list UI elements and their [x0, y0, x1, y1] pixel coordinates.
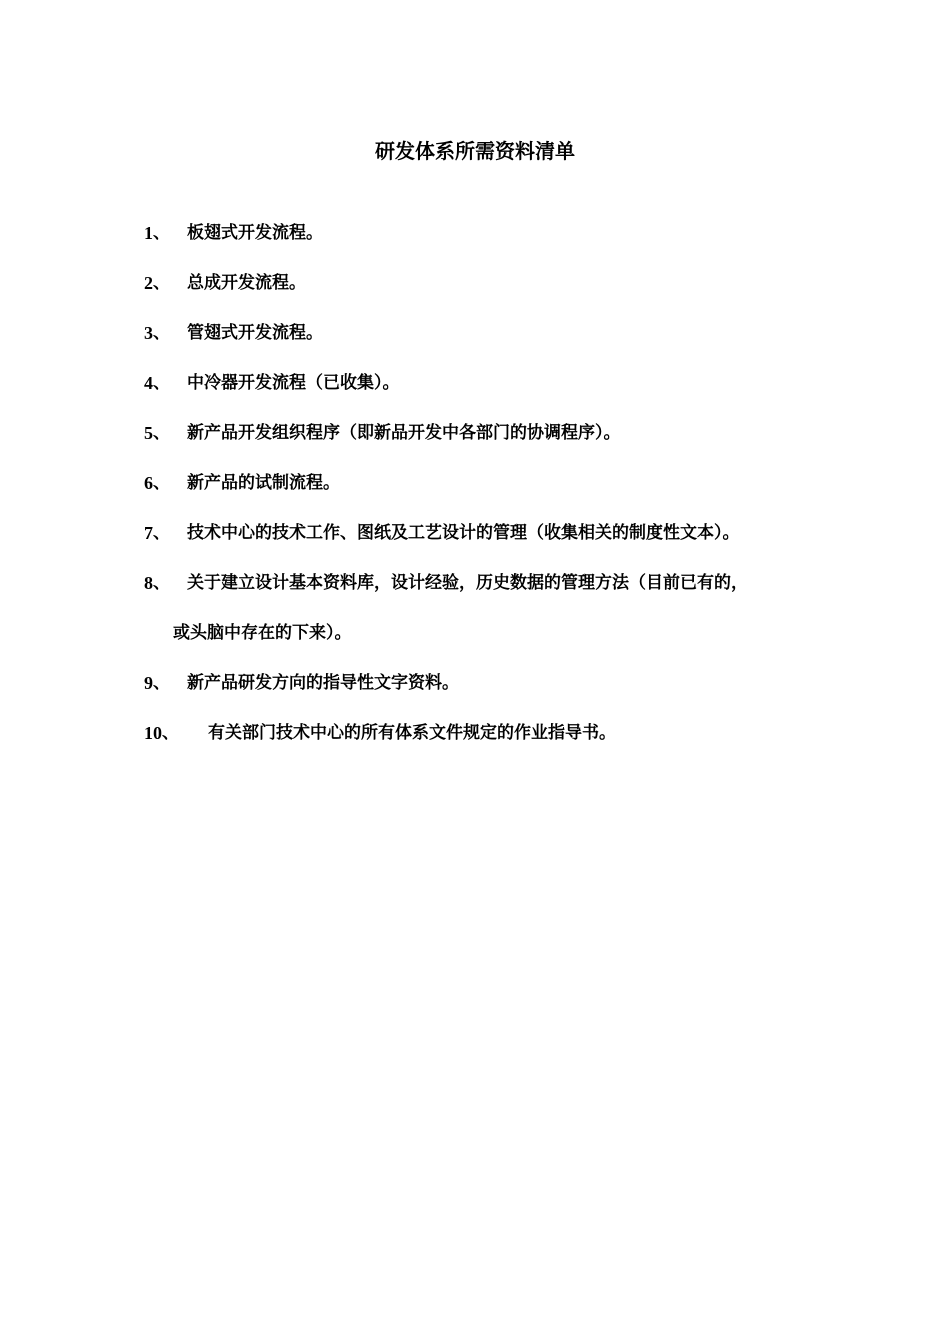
- requirements-list: [144, 208, 844, 758]
- list-item: [144, 258, 844, 308]
- item-separator: 、: [153, 223, 170, 243]
- item-text: 中冷器开发流程（已收集）。: [187, 373, 400, 393]
- item-text: 新产品研发方向的指导性文字资料。: [187, 673, 459, 693]
- item-separator: 、: [153, 273, 170, 293]
- item-text: 板翅式开发流程。: [187, 223, 323, 243]
- item-number: 4: [144, 373, 153, 393]
- item-separator: 、: [153, 523, 170, 543]
- item-text: 管翅式开发流程。: [187, 323, 323, 343]
- item-text: 关于建立设计基本资料库，设计经验，历史数据的管理方法（目前已有的，: [187, 573, 748, 593]
- item-text: 有关部门技术中心的所有体系文件规定的作业指导书。: [208, 723, 616, 743]
- item-number: 8: [144, 573, 153, 593]
- item-separator: 、: [153, 373, 170, 393]
- item-separator: 、: [153, 573, 170, 593]
- list-item: [144, 708, 844, 758]
- item-text: 新产品开发组织程序（即新品开发中各部门的协调程序）。: [187, 423, 621, 443]
- list-item: [144, 358, 844, 408]
- list-item: [144, 658, 844, 708]
- list-item: [144, 208, 844, 258]
- list-item: [144, 508, 844, 558]
- item-number: 1: [144, 223, 153, 243]
- item-separator: 、: [153, 323, 170, 343]
- item-number: 3: [144, 323, 153, 343]
- item-number: 2: [144, 273, 153, 293]
- item-text: 技术中心的技术工作、图纸及工艺设计的管理（收集相关的制度性文本）。: [187, 523, 740, 543]
- item-separator: 、: [153, 423, 170, 443]
- item-number: 7: [144, 523, 153, 543]
- list-item: [144, 458, 844, 508]
- list-item: [144, 558, 844, 608]
- list-item: [144, 408, 844, 458]
- item-separator: 、: [162, 723, 179, 743]
- item-separator: 、: [153, 673, 170, 693]
- item-text: 总成开发流程。: [187, 273, 306, 293]
- item-number: 10: [144, 723, 162, 743]
- document-title: 研发体系所需资料清单: [375, 139, 575, 163]
- item-number: 6: [144, 473, 153, 493]
- item-text: 新产品的试制流程。: [187, 473, 340, 493]
- list-item-continuation: 或头脑中存在的下来）。: [173, 623, 352, 643]
- item-number: 5: [144, 423, 153, 443]
- list-item: [144, 308, 844, 358]
- item-number: 9: [144, 673, 153, 693]
- item-separator: 、: [153, 473, 170, 493]
